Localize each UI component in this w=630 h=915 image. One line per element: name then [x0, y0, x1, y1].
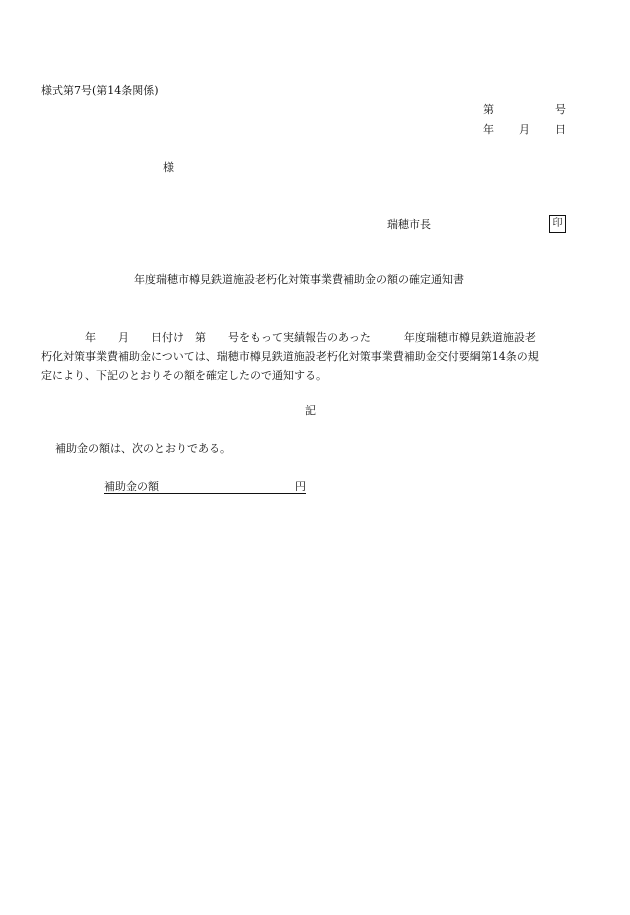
body-line: 定により、下記のとおりその額を確定したので通知する。 — [41, 369, 327, 382]
amount-intro-text: 補助金の額は、次のとおりである。 — [55, 442, 231, 455]
date-year-label: 年 — [483, 123, 494, 136]
seal-stamp: 印 — [549, 215, 566, 233]
document-title: 年度瑞穂市樽見鉄道施設老朽化対策事業費補助金の額の確定通知書 — [134, 273, 464, 286]
document-number-prefix: 第 — [483, 103, 494, 116]
date-day-label: 日 — [555, 123, 566, 136]
document-number-suffix: 号 — [555, 103, 566, 116]
body-line: 年 月 日付け 第 号をもって実績報告のあった 年度瑞穂市樽見鉄道施設老 — [41, 331, 536, 344]
form-number: 様式第7号(第14条関係) — [41, 84, 159, 97]
issuer-name: 瑞穂市長 — [387, 218, 431, 231]
ki-heading: 記 — [305, 404, 316, 417]
date-month-label: 月 — [519, 123, 530, 136]
addressee-honorific: 様 — [163, 161, 174, 174]
body-line: 朽化対策事業費補助金については、瑞穂市樽見鉄道施設老朽化対策事業費補助金交付要綱第14条の規 — [41, 350, 539, 363]
amount-label: 補助金の額 — [104, 480, 159, 493]
amount-unit: 円 — [295, 480, 306, 493]
body-paragraph — [41, 328, 589, 385]
amount-line — [104, 480, 306, 494]
